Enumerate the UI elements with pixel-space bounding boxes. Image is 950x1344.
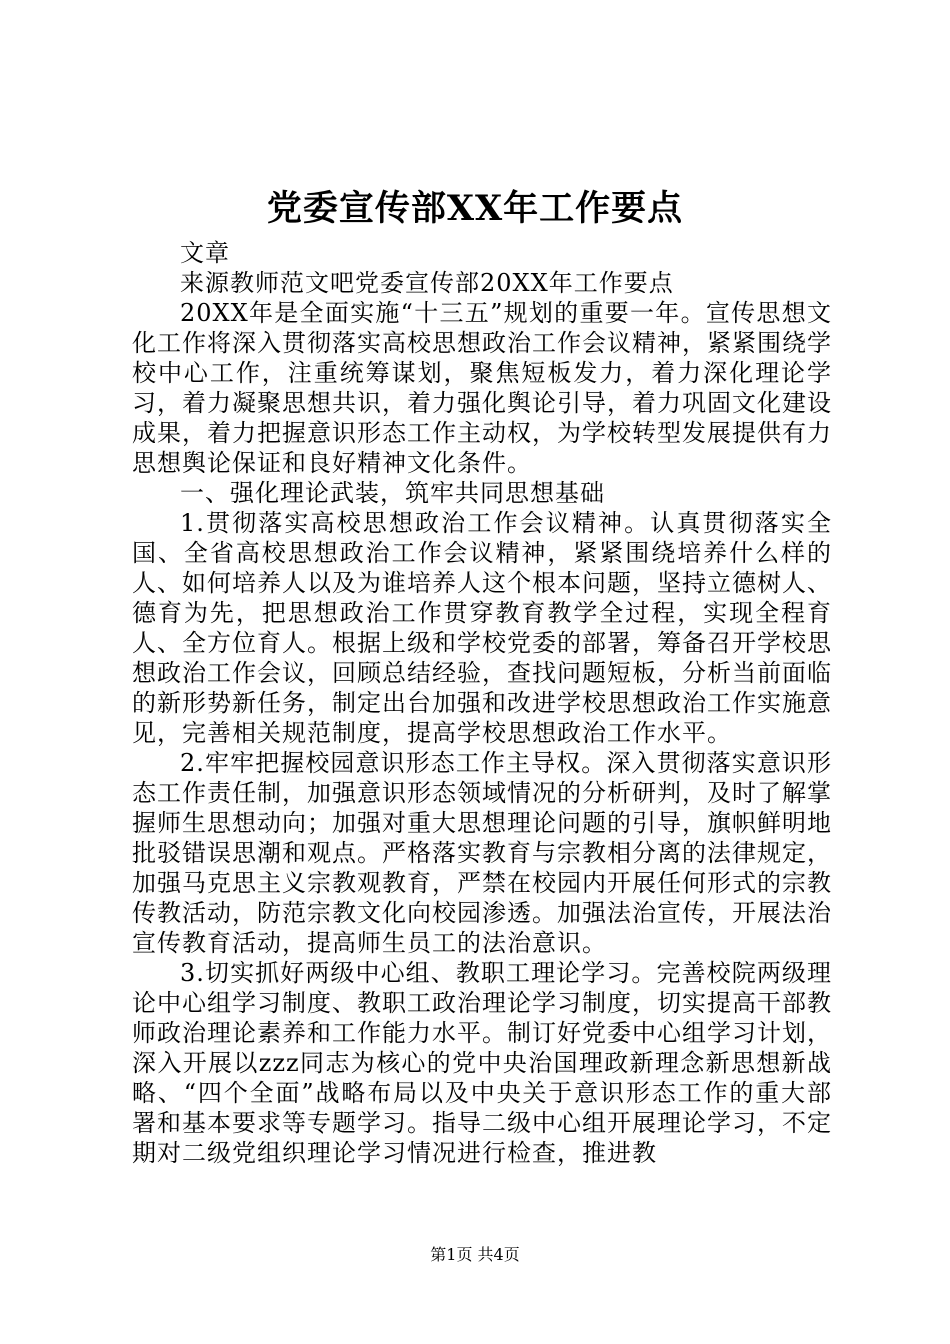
paragraph-item-1: 1.贯彻落实高校思想政治工作会议精神。认真贯彻落实全国、全省高校思想政治工作会议精神，紧紧围绕培养什么样的人、如何培养人以及为谁培养人这个根本问题，坚持立德树人、德育为先，把思想政治工作贯穿教育教学全过程，实现全程育人、全方位育人。根据上级和学校党委的部署，筹备召开学校思想政治工作会议，回顾总结经验，查找问题短板，分析当前面临的新形势新任务，制定出台加强和改进学校思想政治工作实施意见，完善相关规范制度，提高学校思想政治工作水平。 <box>132 509 832 747</box>
document-body <box>132 238 832 1168</box>
paragraph-article-label: 文章 <box>180 239 230 267</box>
section-heading-1: 一、强化理论武装，筑牢共同思想基础 <box>180 479 605 507</box>
document-title: 党委宣传部XX年工作要点 <box>266 188 684 229</box>
page-number-footer: 第1页 共4页 <box>430 1245 520 1264</box>
paragraph-item-3: 3.切实抓好两级中心组、教职工理论学习。完善校院两级理论中心组学习制度、教职工政治理论学习制度，切实提高干部教师政治理论素养和工作能力水平。制订好党委中心组学习计划，深入开展以zzz同志为核心的党中央治国理政新理念新思想新战略、“四个全面”战略布局以及中央关于意识形态工作的重大部署和基本要求等专题学习。指导二级中心组开展理论学习，不定期对二级党组织理论学习情况进行检查，推进教 <box>132 959 832 1167</box>
paragraph-item-2: 2.牢牢把握校园意识形态工作主导权。深入贯彻落实意识形态工作责任制，加强意识形态领域情况的分析研判，及时了解掌握师生思想动向；加强对重大思想理论问题的引导，旗帜鲜明地批驳错误思潮和观点。严格落实教育与宗教相分离的法律规定，加强马克思主义宗教观教育，严禁在校园内开展任何形式的宗教传教活动，防范宗教文化向校园渗透。加强法治宣传，开展法治宣传教育活动，提高师生员工的法治意识。 <box>132 749 832 957</box>
paragraph-intro: 20XX年是全面实施“十三五”规划的重要一年。宣传思想文化工作将深入贯彻落实高校思想政治工作会议精神，紧紧围绕学校中心工作，注重统筹谋划，聚焦短板发力，着力深化理论学习，着力凝聚思想共识，着力强化舆论引导，着力巩固文化建设成果，着力把握意识形态工作主动权，为学校转型发展提供有力思想舆论保证和良好精神文化条件。 <box>132 299 832 477</box>
paragraph-source: 来源教师范文吧党委宣传部20XX年工作要点 <box>180 269 674 297</box>
